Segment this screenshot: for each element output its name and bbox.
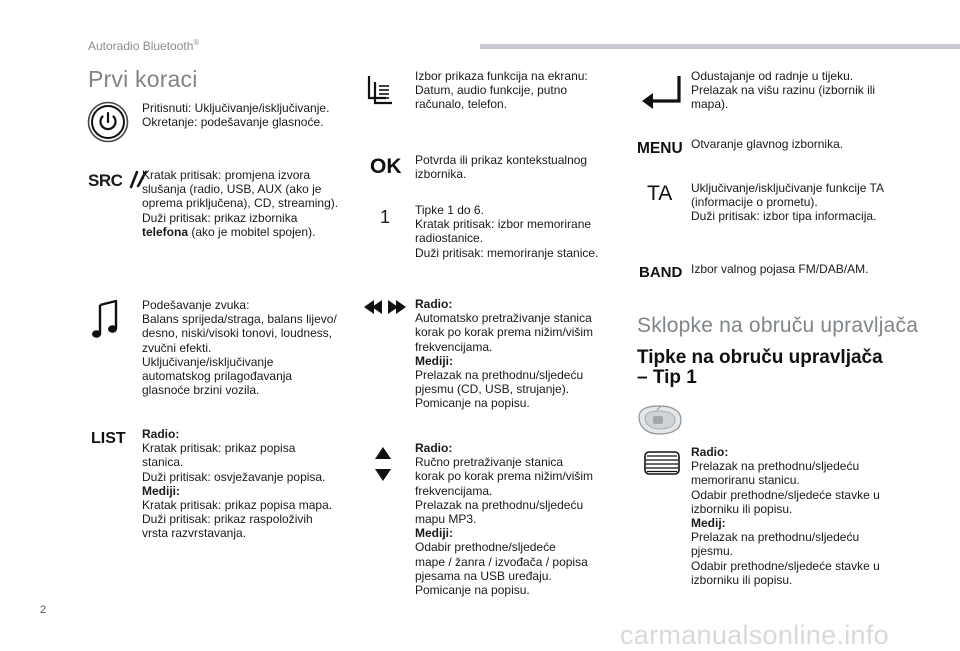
- running-header: Autoradio Bluetooth®: [88, 38, 200, 53]
- display-description: Izbor prikaza funkcija na ekranu: Datum, audio funkcije, putno računalo, telefon.: [415, 69, 588, 112]
- sound-settings-description: Podešavanje zvuka: Balans sprijeda/straga, balans lijevo/ desno, niski/visoki tonovi, loudness, zvučni efekti. Uključivanje/isključivanje automatskog prilagođavanja glasnoće brzini vozila.: [142, 298, 337, 398]
- preset-one-icon: 1: [380, 207, 391, 227]
- section-title-steering-controls: Sklopke na obruču upravljača: [637, 314, 919, 337]
- menu-icon: MENU: [637, 140, 683, 157]
- steering-control-stalk-icon: [637, 405, 683, 435]
- header-rule: [480, 44, 960, 49]
- section-title-prvi-koraci: Prvi koraci: [88, 66, 198, 92]
- list-icon: LIST: [91, 430, 126, 447]
- display-screen-icon: [366, 74, 396, 108]
- list-description: Radio: Kratak pritisak: prikaz popisa stanica. Duži pritisak: osvježavanje popisa. Mediji: Kratak pritisak: prikaz popisa mapa. Duži pritisak: prikaz raspoloživih vrsta razvrstavanja.: [142, 427, 333, 541]
- watermark: carmanualsonline.info: [620, 620, 889, 650]
- subsection-title-type-1: Tipke na obruču upravljača – Tip 1: [637, 347, 883, 388]
- band-icon: BAND: [639, 264, 683, 281]
- ok-description: Potvrda ili prikaz kontekstualnog izbornika.: [415, 153, 588, 182]
- src-description: Kratak pritisak: promjena izvora slušanja (radio, USB, AUX (ako je oprema priključena), CD, streaming). Duži pritisak: prikaz izbornika telefona (ako je mobitel spojen).: [142, 168, 339, 239]
- scroll-wheel-icon: [644, 451, 680, 475]
- preset-keys-description: Tipke 1 do 6. Kratak pritisak: izbor memorirane radiostanice. Duži pritisak: memoriranje stanice.: [415, 203, 599, 260]
- ta-icon: TA: [647, 182, 673, 205]
- up-down-arrows-icon: [375, 447, 391, 481]
- music-note-icon: [92, 300, 120, 340]
- seek-description: Radio: Automatsko pretraživanje stanica korak po korak prema nižim/višim frekvencijama. Mediji: Prelazak na prethodnu/sljedeću pjesmu (CD, USB, strujanje). Pomicanje na popisu.: [415, 297, 594, 411]
- band-description: Izbor valnog pojasa FM/DAB/AM.: [691, 262, 869, 276]
- menu-description: Otvaranje glavnog izbornika.: [691, 137, 844, 151]
- ok-icon: OK: [370, 155, 402, 178]
- seek-arrows-icon: [364, 299, 406, 315]
- back-arrow-icon: [642, 74, 682, 108]
- up-down-description: Radio: Ručno pretraživanje stanica korak po korak prema nižim/višim frekvencijama. Prelazak na prethodnu/sljedeću mapu MP3. Mediji: Odabir prethodne/sljedeće mape / žanra / izvođača / popisa pjesama na USB uređaju. Pomicanje na popisu.: [415, 441, 594, 598]
- power-knob-description: Pritisnuti: Uključivanje/isključivanje. Okretanje: podešavanje glasnoće.: [142, 101, 330, 130]
- back-description: Odustajanje od radnje u tijeku. Prelazak na višu razinu (izbornik ili mapa).: [691, 69, 876, 112]
- src-phone-icon: SRC: [88, 170, 147, 191]
- scroll-wheel-description: Radio: Prelazak na prethodnu/sljedeću memoriranu stanicu. Odabir prethodne/sljedeće stavke u izborniku ili popisu. Medij: Prelazak na prethodnu/sljedeću pjesmu. Odabir prethodne/sljedeće stavke u izborniku ili popisu.: [691, 445, 880, 587]
- page-number: 2: [40, 604, 47, 616]
- ta-description: Uključivanje/isključivanje funkcije TA (informacije o prometu). Duži pritisak: izbor tipa informacija.: [691, 181, 884, 224]
- power-knob-icon: [87, 101, 129, 143]
